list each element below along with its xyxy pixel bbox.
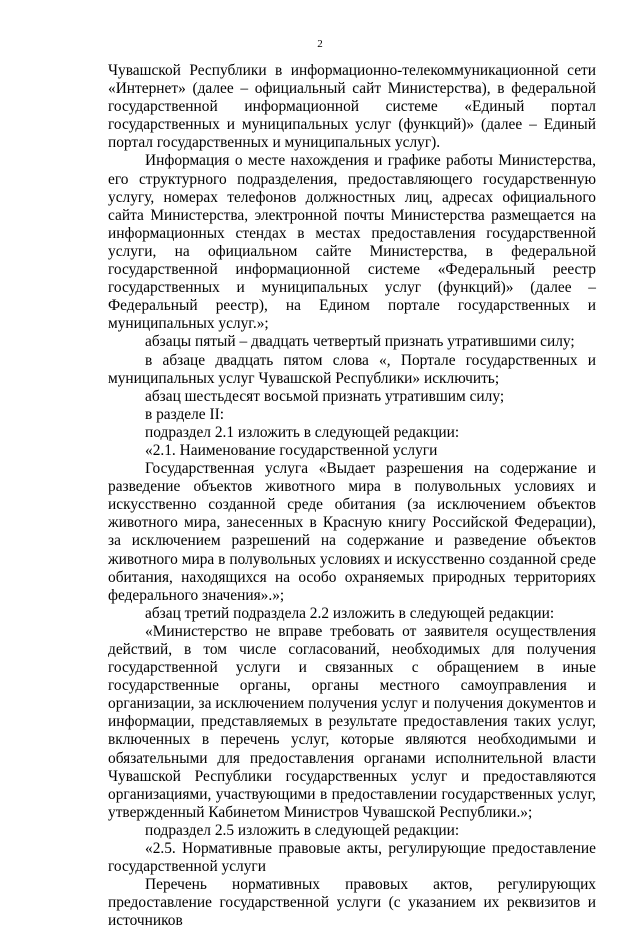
paragraph-amendment-25: в абзаце двадцать пятом слова «, Портале государственных и муниципальных услуг Чувашской Республики» исключить; bbox=[108, 351, 596, 387]
paragraph-service-name: Государственная услуга «Выдает разрешения на содержание и разведение объектов животного мира в полувольных условиях и искусственно созданной среде обитания (за исключением объектов животного мира, занесенных в Красную книгу Российской Федерации), за исключением разрешений на содержание и разведение объектов животного мира в полувольных условиях и искусственно созданной среде обитания, находящихся на особо охраняемых природных территориях федерального значения».»; bbox=[108, 460, 596, 604]
paragraph-legal-acts-heading: «2.5. Нормативные правовые акты, регулирующие предоставление государственной услуги bbox=[108, 840, 596, 876]
paragraph-subsection-2-5: подраздел 2.5 изложить в следующей редакции: bbox=[145, 821, 460, 839]
document-body bbox=[108, 62, 596, 931]
paragraph-subsection-2-2: абзац третий подраздела 2.2 изложить в следующей редакции: bbox=[145, 604, 555, 622]
paragraph-amendment-68: абзац шестьдесят восьмой признать утратившим силу; bbox=[145, 387, 505, 405]
paragraph-ministry-info: Информация о месте нахождения и графике работы Министерства, его структурного подразделения, предоставляющего государственную услугу, номерах телефонов должностных лиц, адресах официального сайта Министерства, электронной почты Министерства размещается на информационных стендах в местах предоставления государственной услуги, на официальном сайте Министерства, в федеральной государственной информационной системе «Федеральный реестр государственных и муниципальных услуг (функций)» (далее – Федеральный реестр), на Едином портале государственных и муниципальных услуг.»; bbox=[108, 152, 596, 333]
paragraph-amendment-5-24: абзацы пятый – двадцать четвертый признать утратившими силу; bbox=[145, 333, 575, 351]
paragraph-service-name-heading: «2.1. Наименование государственной услуги bbox=[145, 441, 438, 459]
paragraph-legal-acts-list: Перечень нормативных правовых актов, регулирующих предоставление государственной услуги (с указанием их реквизитов и источников bbox=[108, 876, 596, 930]
page-number: 2 bbox=[317, 38, 323, 50]
paragraph-section-2: в разделе II: bbox=[145, 405, 224, 423]
paragraph-ministry-restrictions: «Министерство не вправе требовать от заявителя осуществления действий, в том числе согласований, необходимых для получения государственной услуги и связанных с обращением в иные государственные органы, органы местного самоуправления и организации, за исключением получения услуг и получения документов и информации, представляемых в результате предоставления таких услуг, включенных в перечень услуг, которые являются необходимыми и обязательными для предоставления органами исполнительной власти Чувашской Республики государственных услуг и предоставляются организациями, участвующими в предоставлении государственных услуг, утвержденный Кабинетом Министров Чувашской Республики.»; bbox=[108, 622, 596, 821]
paragraph-subsection-2-1: подраздел 2.1 изложить в следующей редакции: bbox=[145, 423, 460, 441]
paragraph-continuation: Чувашской Республики в информационно-телекоммуникационной сети «Интернет» (далее – официальный сайт Министерства), в федеральной государственной информационной системе «Единый портал государственных и муниципальных услуг (функций)» (далее – Единый портал государственных и муниципальных услуг). bbox=[108, 62, 596, 152]
